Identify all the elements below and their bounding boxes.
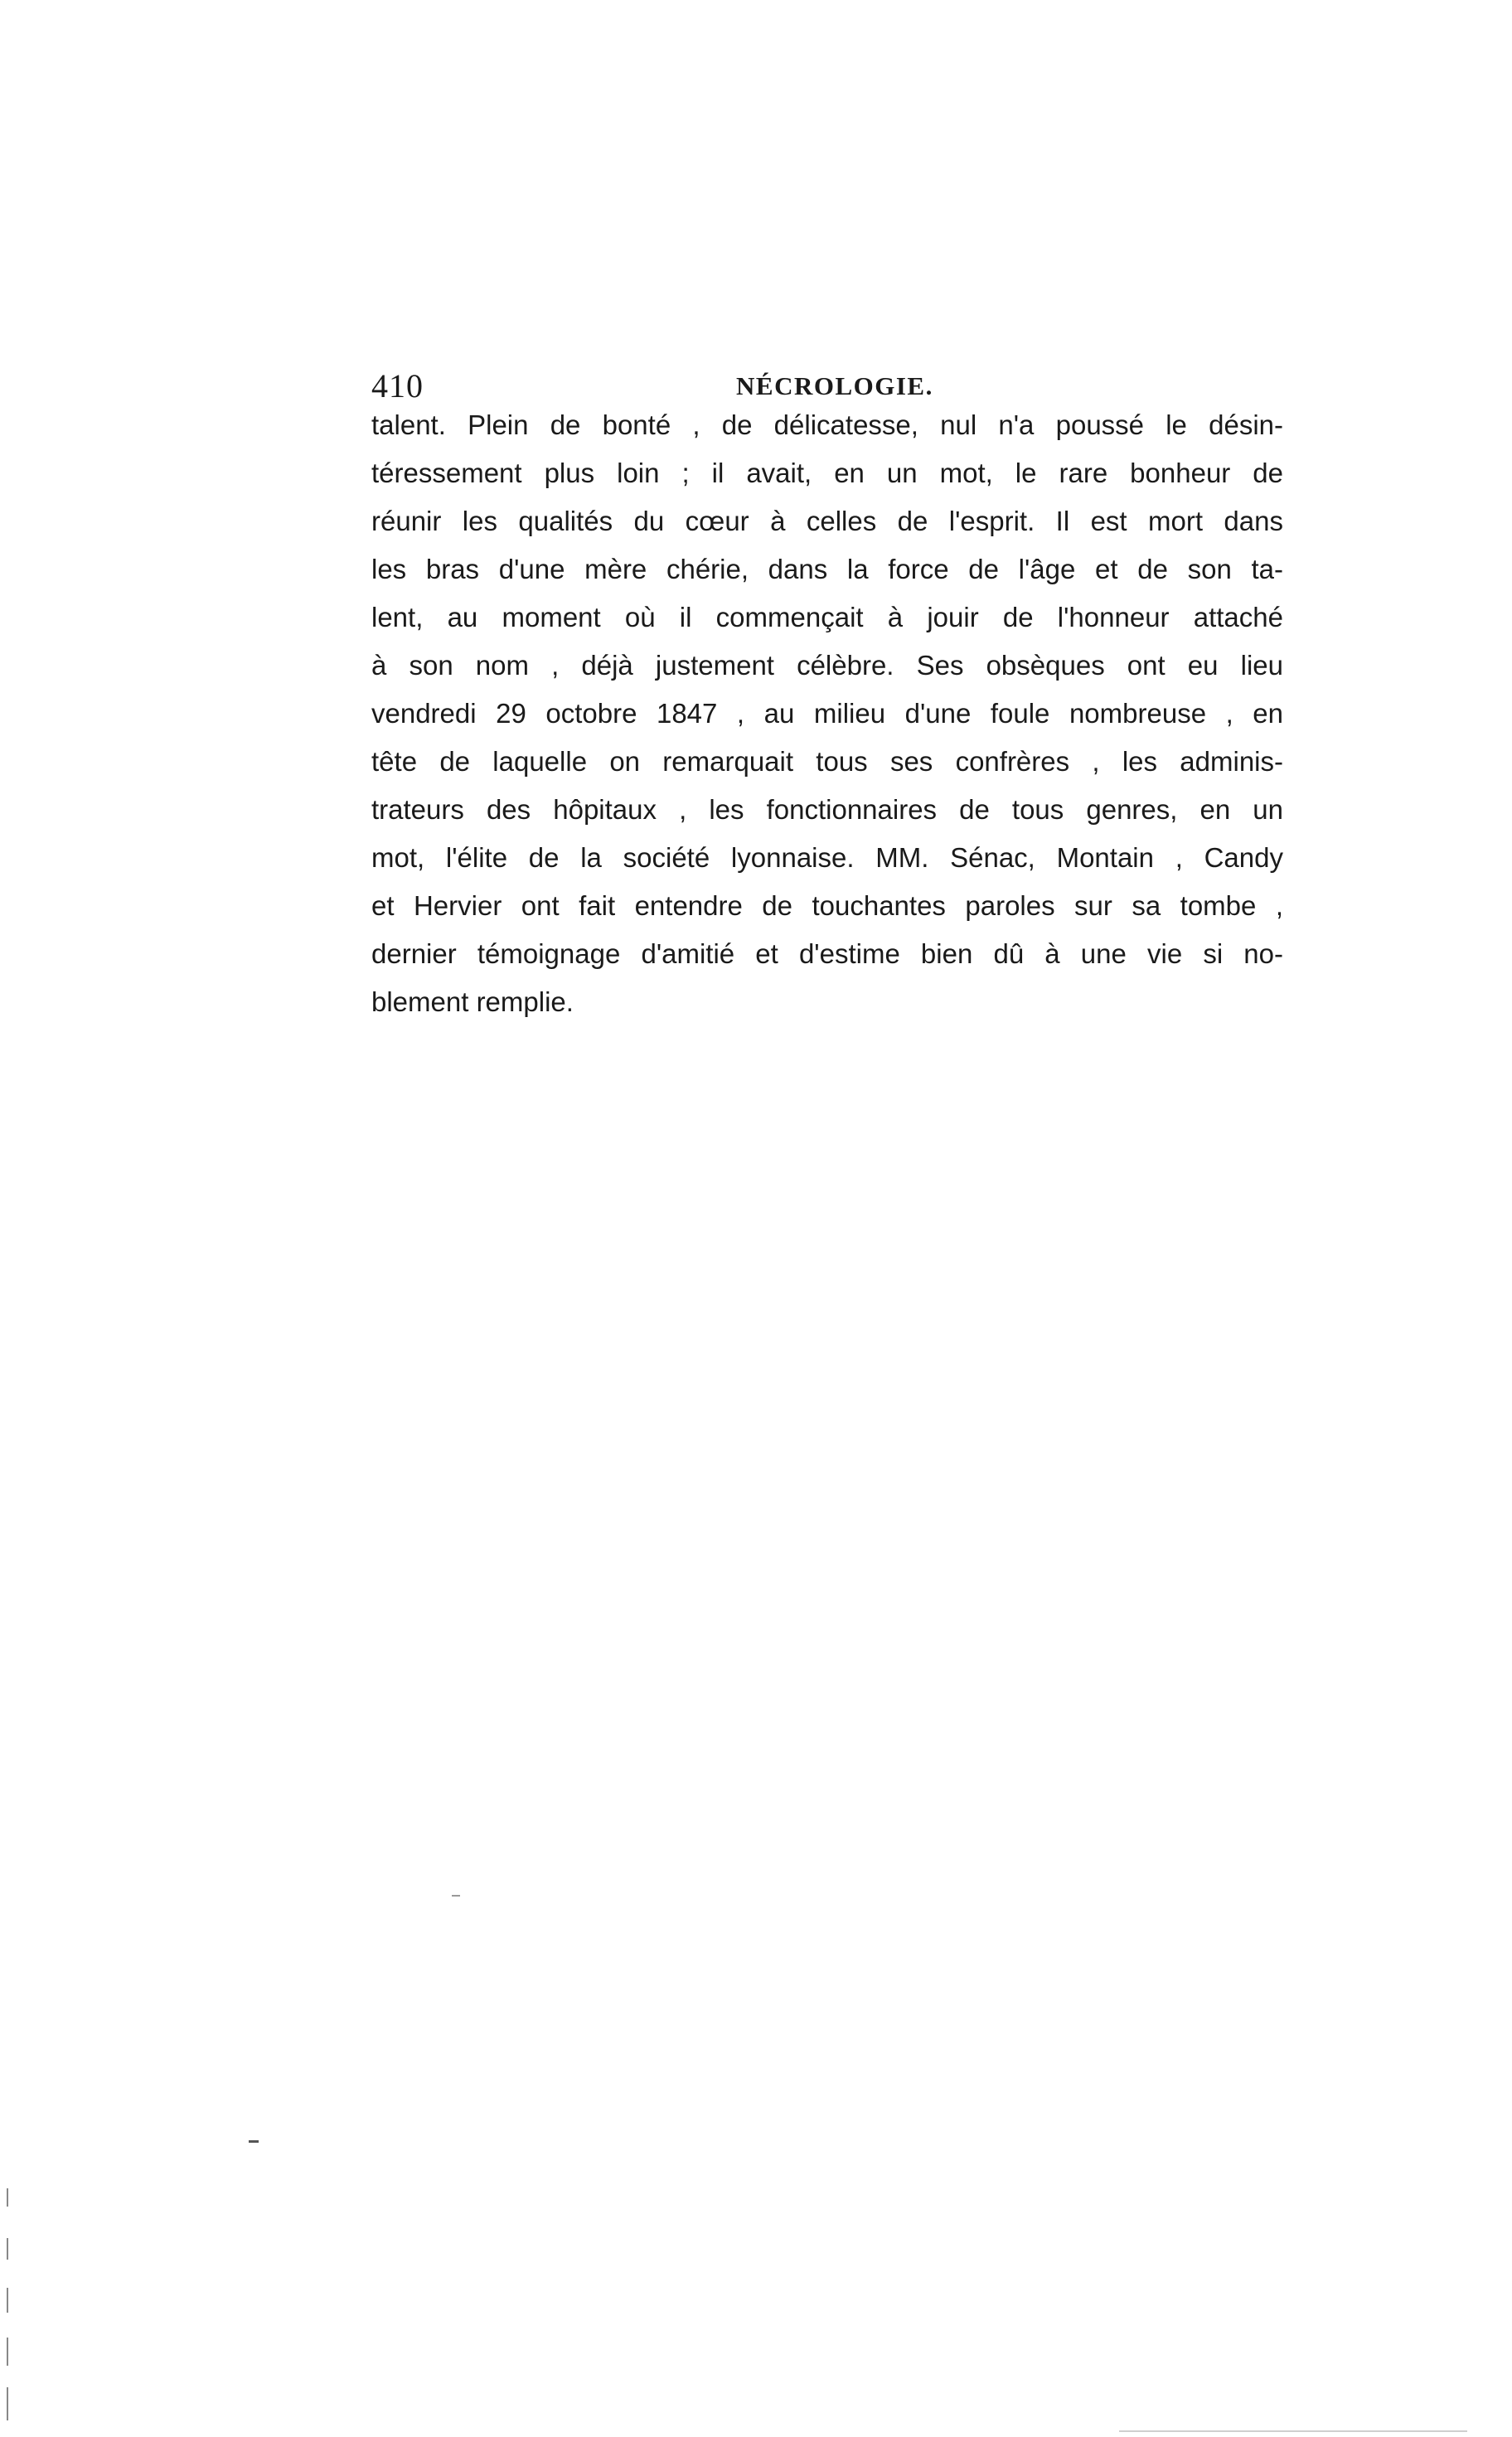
text-line: talent. Plein de bonté , de délicatesse, nul n'a poussé le désin- (371, 409, 1283, 440)
page-number: 410 (371, 367, 424, 405)
text-line: téressement plus loin ; il avait, en un mot, le rare bonheur de (371, 458, 1283, 488)
scan-speck (7, 2338, 8, 2366)
text-line: blement remplie. (371, 986, 574, 1017)
text-line: mot, l'élite de la société lyonnaise. MM. Sénac, Montain , Candy (371, 842, 1283, 873)
text-line: trateurs des hôpitaux , les fonctionnaires de tous genres, en un (371, 794, 1283, 825)
scan-speck (1119, 2430, 1467, 2432)
scan-speck (452, 1895, 460, 1897)
running-title: NÉCROLOGIE. (736, 371, 933, 400)
scan-speck (7, 2288, 8, 2313)
text-line: lent, au moment où il commençait à jouir de l'honneur attaché (371, 602, 1283, 632)
text-line: et Hervier ont fait entendre de touchantes paroles sur sa tombe , (371, 890, 1283, 921)
scan-speck (249, 2140, 259, 2143)
scan-speck (7, 2188, 8, 2207)
text-line: vendredi 29 octobre 1847 , au milieu d'une foule nombreuse , en (371, 698, 1283, 729)
text-line: réunir les qualités du cœur à celles de l'esprit. Il est mort dans (371, 506, 1283, 536)
text-line: dernier témoignage d'amitié et d'estime bien dû à une vie si no- (371, 938, 1283, 969)
text-line: à son nom , déjà justement célèbre. Ses obsèques ont eu lieu (371, 650, 1283, 681)
scan-speck (7, 2238, 8, 2260)
body-paragraph (371, 401, 1283, 1026)
scan-speck (7, 2387, 8, 2420)
text-line: les bras d'une mère chérie, dans la force de l'âge et de son ta- (371, 554, 1283, 584)
text-line: tête de laquelle on remarquait tous ses confrères , les adminis- (371, 746, 1283, 777)
